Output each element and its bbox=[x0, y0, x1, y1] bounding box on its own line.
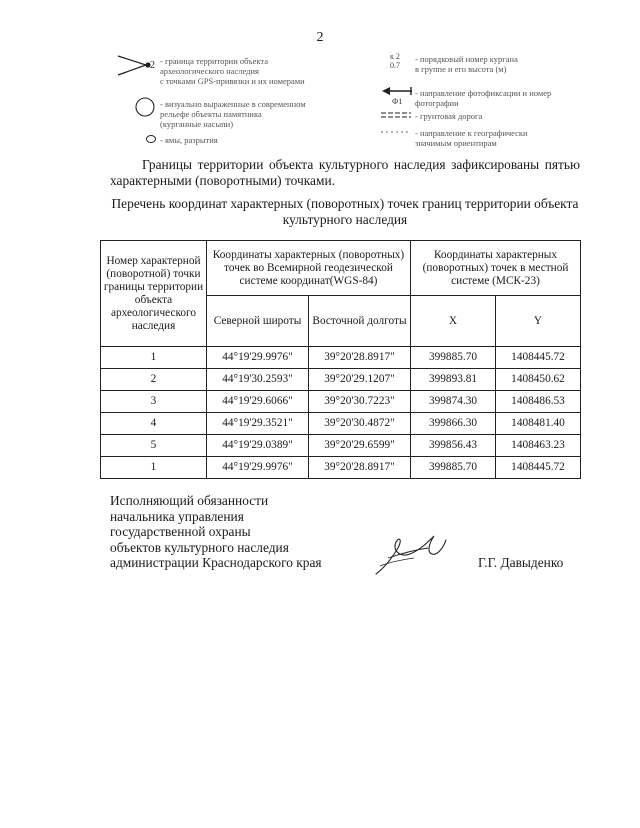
cell-lat: 44°19'29.9976" bbox=[207, 347, 309, 369]
header-east-longitude: Восточной долготы bbox=[309, 296, 411, 347]
cell-lat: 44°19'29.9976" bbox=[207, 457, 309, 479]
cell-lon: 39°20'28.8917" bbox=[309, 457, 411, 479]
table-row bbox=[101, 391, 581, 413]
legend-mound-line1: - визуально выраженные в современном bbox=[160, 99, 306, 109]
page-number: 2 bbox=[316, 30, 324, 45]
legend bbox=[0, 0, 640, 150]
legend-boundary-line2: археологического наследия bbox=[160, 66, 259, 76]
legend-mound-line3: (курганные насыпи) bbox=[160, 119, 234, 129]
legend-boundary-line1: - граница территории объекта bbox=[160, 56, 269, 66]
legend-mound-number-line2: в группе и его высота (м) bbox=[415, 64, 507, 74]
photo-direction-icon bbox=[380, 85, 414, 97]
cell-lon: 39°20'30.7223" bbox=[309, 391, 411, 413]
orient-direction-icon bbox=[380, 128, 412, 136]
signature-line: начальника управления bbox=[110, 508, 244, 524]
table-row bbox=[101, 413, 581, 435]
pit-symbol-icon bbox=[145, 134, 157, 144]
header-point-number: Номер характерной (поворотной) точки границы территории объекта археологического наследия bbox=[101, 241, 207, 347]
signature-line: Исполняющий обязанности bbox=[110, 493, 269, 508]
legend-photo-line2: фотографии bbox=[415, 98, 459, 108]
cell-y: 1408486.53 bbox=[496, 391, 581, 413]
cell-lon: 39°20'30.4872" bbox=[309, 413, 411, 435]
photo-label: Ф1 bbox=[392, 97, 403, 106]
cell-point: 5 bbox=[101, 435, 207, 457]
road-symbol-icon bbox=[380, 110, 412, 120]
cell-y: 1408450.62 bbox=[496, 369, 581, 391]
cell-lat: 44°19'29.0389" bbox=[207, 435, 309, 457]
legend-road: - грунтовая дорога bbox=[415, 111, 483, 121]
header-msk-group: Координаты характерных (поворотных) точек в местной системе (МСК-23) bbox=[411, 241, 581, 296]
cell-y: 1408445.72 bbox=[496, 457, 581, 479]
coordinates-table bbox=[100, 240, 581, 479]
legend-photo-line1: - направление фотофиксации и номер bbox=[415, 88, 552, 98]
signature-block bbox=[110, 493, 322, 571]
cell-y: 1408481.40 bbox=[496, 413, 581, 435]
cell-y: 1408445.72 bbox=[496, 347, 581, 369]
cell-point: 1 bbox=[101, 457, 207, 479]
cell-x: 399885.70 bbox=[411, 347, 496, 369]
mound-symbol-icon bbox=[134, 96, 156, 118]
table-row bbox=[101, 435, 581, 457]
cell-lon: 39°20'29.1207" bbox=[309, 369, 411, 391]
cell-x: 399885.70 bbox=[411, 457, 496, 479]
header-y: Y bbox=[496, 296, 581, 347]
legend-orient-line1: - направление к географически bbox=[415, 128, 528, 138]
legend-mound-number-line1: - порядковый номер кургана bbox=[415, 54, 518, 64]
signature-line: государственной охраны bbox=[110, 524, 251, 539]
legend-pits: - ямы, разрытия bbox=[160, 135, 218, 145]
cell-point: 2 bbox=[101, 369, 207, 391]
table-row bbox=[101, 457, 581, 479]
header-x: X bbox=[411, 296, 496, 347]
cell-x: 399893.81 bbox=[411, 369, 496, 391]
mound-number-sample-line2: 0.7 bbox=[390, 61, 400, 70]
table-row bbox=[101, 347, 581, 369]
cell-lat: 44°19'29.6066" bbox=[207, 391, 309, 413]
cell-x: 399856.43 bbox=[411, 435, 496, 457]
table-heading: Перечень координат характерных (поворотных) точек границ территории объекта культурного наследия bbox=[111, 196, 579, 227]
cell-point: 4 bbox=[101, 413, 207, 435]
cell-y: 1408463.23 bbox=[496, 435, 581, 457]
intro-paragraph: Границы территории объекта культурного наследия зафиксированы пятью характерными (поворотными) точками. bbox=[110, 157, 580, 188]
cell-lon: 39°20'28.8917" bbox=[309, 347, 411, 369]
signature-line: объектов культурного наследия bbox=[110, 539, 289, 555]
legend-boundary-line3: с точками GPS-привязки и их номерами bbox=[160, 76, 305, 86]
legend-orient-line2: значимым ориентирам bbox=[415, 138, 497, 148]
boundary-symbol-icon bbox=[116, 52, 154, 78]
signer-name: Г.Г. Давыденко bbox=[478, 555, 564, 570]
cell-lon: 39°20'29.6599" bbox=[309, 435, 411, 457]
cell-x: 399874.30 bbox=[411, 391, 496, 413]
table-row bbox=[101, 369, 581, 391]
cell-lat: 44°19'29.3521" bbox=[207, 413, 309, 435]
signature-line: администрации Краснодарского края bbox=[110, 555, 322, 570]
legend-mound-line2: рельефе объекты памятника bbox=[160, 109, 262, 119]
cell-point: 3 bbox=[101, 391, 207, 413]
boundary-point-label: 2 bbox=[150, 60, 155, 71]
cell-x: 399866.30 bbox=[411, 413, 496, 435]
cell-lat: 44°19'30.2593" bbox=[207, 369, 309, 391]
header-wgs-group: Координаты характерных (поворотных) точек во Всемирной геодезической системе координат(WGS-84) bbox=[207, 241, 411, 296]
header-north-latitude: Северной широты bbox=[207, 296, 309, 347]
cell-point: 1 bbox=[101, 347, 207, 369]
handwritten-signature bbox=[370, 528, 450, 580]
mound-number-sample-line1: к 2 bbox=[390, 52, 400, 61]
